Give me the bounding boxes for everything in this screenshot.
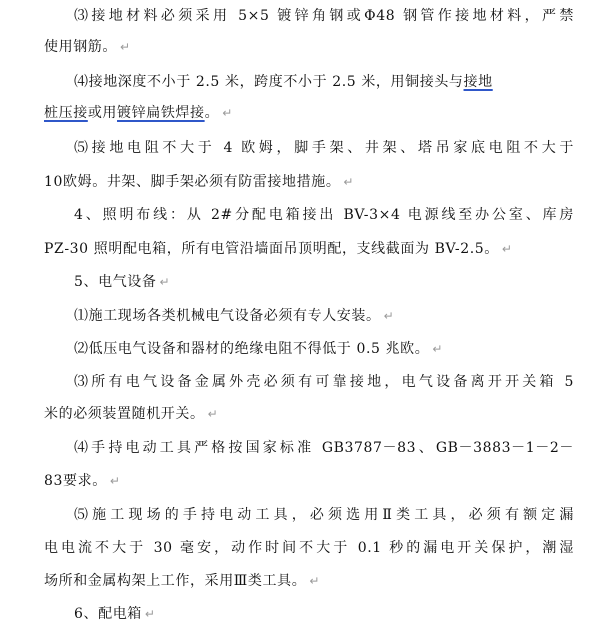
- text-span: ⑷接地深度不小于 2.5 米，跨度不小于 2.5 米，用铜接头与: [74, 74, 464, 90]
- text-span: 10欧姆。井架、脚手架必须有防雷接地措施。: [44, 174, 341, 190]
- text-span: ⑶所有电气设备金属外壳必须有可靠接地，电气设备离开开关箱 5: [74, 374, 574, 390]
- text-span: PZ-30 照明配电箱，所有电管沿墙面吊顶明配，支线截面为 BV-2.5。: [44, 241, 499, 257]
- paragraph-mark: ↵: [501, 242, 513, 256]
- text-span: 使用钢筋。: [44, 39, 117, 55]
- section-5-title: [74, 273, 602, 291]
- paragraph-mark: ↵: [207, 407, 219, 421]
- grammar-underline: 镀锌扁铁焊接: [117, 105, 205, 121]
- paragraph-mark: ↵: [222, 106, 233, 120]
- text-span: ⑵低压电气设备和器材的绝缘电阻不得低于 0.5 兆欧。: [74, 341, 430, 357]
- text-span: ⑸接地电阻不大于 4 欧姆，脚手架、井架、塔吊家底电阻不大于: [74, 140, 574, 156]
- paragraph-3-line-2: [44, 38, 574, 56]
- paragraph-mark: ↵: [309, 574, 320, 588]
- text-span: 5、电气设备: [74, 274, 157, 290]
- text-span: ⑶接地材料必须采用 5×5 镀锌角钢或Φ48 钢管作接地材料，严禁: [74, 8, 574, 24]
- paragraph-mark: ↵: [383, 309, 395, 323]
- text-span: 场所和金属构架上工作，采用Ⅲ类工具。: [44, 573, 307, 589]
- equipment-item-1: [74, 307, 602, 325]
- equipment-item-5-line-1: [74, 506, 574, 524]
- paragraph-mark: ↵: [432, 342, 444, 356]
- paragraph-5-line-1: [74, 139, 574, 157]
- equipment-item-4-line-1: [74, 439, 574, 457]
- text-span: ⑴施工现场各类机械电气设备必须有专人安装。: [74, 308, 381, 324]
- paragraph-4-line-1: [74, 73, 602, 91]
- section-4-line-2: [44, 240, 574, 258]
- grammar-underline: 接地: [463, 74, 493, 90]
- paragraph-3-line-1: [74, 7, 574, 25]
- equipment-item-3-line-1: [74, 373, 574, 391]
- paragraph-mark: ↵: [144, 607, 156, 621]
- text-span: 或用: [87, 105, 118, 121]
- paragraph-mark: ↵: [120, 40, 131, 54]
- text-span: 4、照明布线：从 2#分配电箱接出 BV-3×4 电源线至办公室、库房: [74, 207, 574, 223]
- text-span: ⑷手持电动工具严格按国家标准 GB3787－83、GB－3883－1－2－: [74, 440, 574, 456]
- text-span: 6、配电箱: [74, 606, 142, 622]
- equipment-item-3-line-2: [44, 405, 574, 423]
- paragraph-mark: ↵: [109, 474, 121, 488]
- paragraph-5-line-2: [44, 173, 574, 191]
- equipment-item-2: [74, 340, 602, 358]
- text-span: ⑸施工现场的手持电动工具，必须选用Ⅱ类工具，必须有额定漏: [74, 507, 574, 523]
- text-span: 米的必须装置随机开关。: [44, 406, 205, 422]
- text-span: 电电流不大于 30 毫安，动作时间不大于 0.1 秒的漏电开关保护，潮湿: [44, 540, 574, 556]
- equipment-item-4-line-2: [44, 472, 574, 490]
- paragraph-mark: ↵: [343, 175, 355, 189]
- section-4-line-1: [74, 206, 574, 224]
- equipment-item-5-line-2: [44, 539, 574, 557]
- equipment-item-5-line-3: [44, 572, 574, 590]
- text-span: 83要求。: [44, 473, 107, 489]
- section-6-title: [74, 605, 602, 623]
- paragraph-4-line-2: [44, 104, 574, 122]
- text-span: 。: [204, 105, 220, 121]
- grammar-underline: 桩压接: [44, 105, 88, 121]
- paragraph-mark: ↵: [159, 275, 171, 289]
